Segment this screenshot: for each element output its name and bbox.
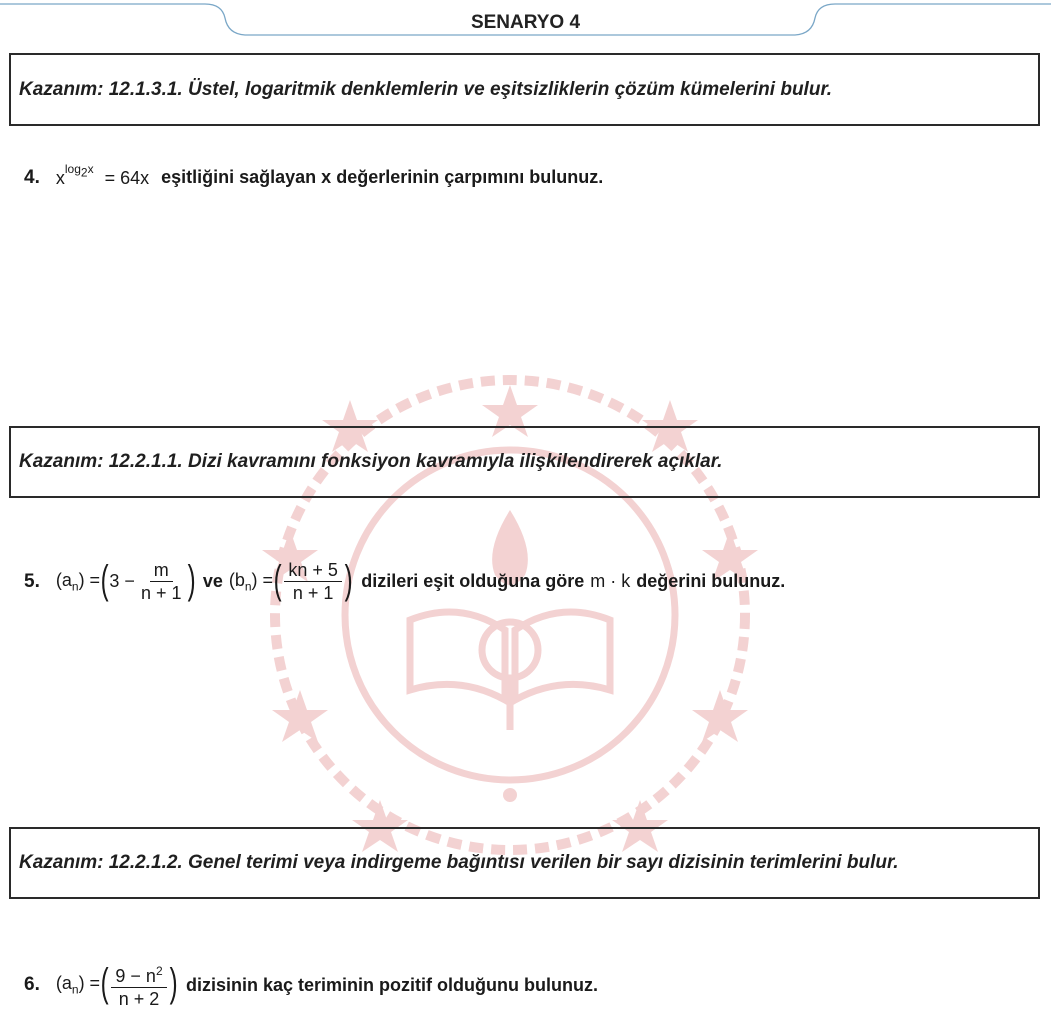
fraction: $\frac{kn + 5}{n + 1}$ [284,560,342,603]
header-tab [0,0,1051,40]
fraction: $\frac{9 - n^2}{n + 2}$ [111,961,166,1009]
connector: ve [202,571,223,591]
question-text: dizisinin kaç teriminin pozitif olduğunu bulunuz. [185,974,598,995]
question-text: dizileri eşit olduğuna göre [361,571,585,591]
kazanim-box-2 [9,426,1040,498]
kazanim-text-2: Kazanım: 12.2.1.1. Dizi kavramını fonksiyon kavramıyla ilişkilendirerek açıklar. [19,451,723,472]
page-title: SENARYO 4 [470,12,581,33]
question-6: 6. $(a_n)$ = ( $\frac{9 - n^2}{n + 2}$ ) dizisinin kaç teriminin pozitif olduğunu bulunuz. [24,961,598,1009]
kazanim-box-1 [9,53,1040,126]
question-text: eşitliğini sağlayan x değerlerinin çarpımını bulunuz. [161,167,604,187]
sequence-a: $(a_n)$ = [55,569,101,594]
question-4 [24,162,604,189]
fraction: $\frac{m}{n + 1}$ [140,560,182,603]
question-number: 6. [24,974,40,995]
kazanim-text-1: Kazanım: 12.1.3.1. Üstel, logaritmik denklemlerin ve eşitsizliklerin çözüm kümelerini bulur. [19,78,833,100]
equation: $x^{log_2x} = 64x$ [55,162,150,188]
question-number: 4. [24,166,40,188]
question-number: 5. [24,570,40,592]
question-5: 5. $(a_n)$ = ( 3 − $\frac{m}{n + 1}$ ) ve $(b_n)$ = ( $\frac{kn + 5}{n + 1}$ ) dizileri eşit olduğuna göre m · k değerini bulunuz. [24,557,786,603]
sequence-b: $(b_n)$ = [228,569,274,594]
question-text-end: değerini bulunuz. [636,571,786,591]
kazanim-box-3 [9,827,1040,899]
kazanim-text-3: Kazanım: 12.2.1.2. Genel terimi veya indirgeme bağıntısı verilen bir sayı dizisinin terimlerini bulur. [19,852,899,873]
sequence: $(a_n)$ = [55,973,101,997]
product-expr: m · k [590,571,631,591]
